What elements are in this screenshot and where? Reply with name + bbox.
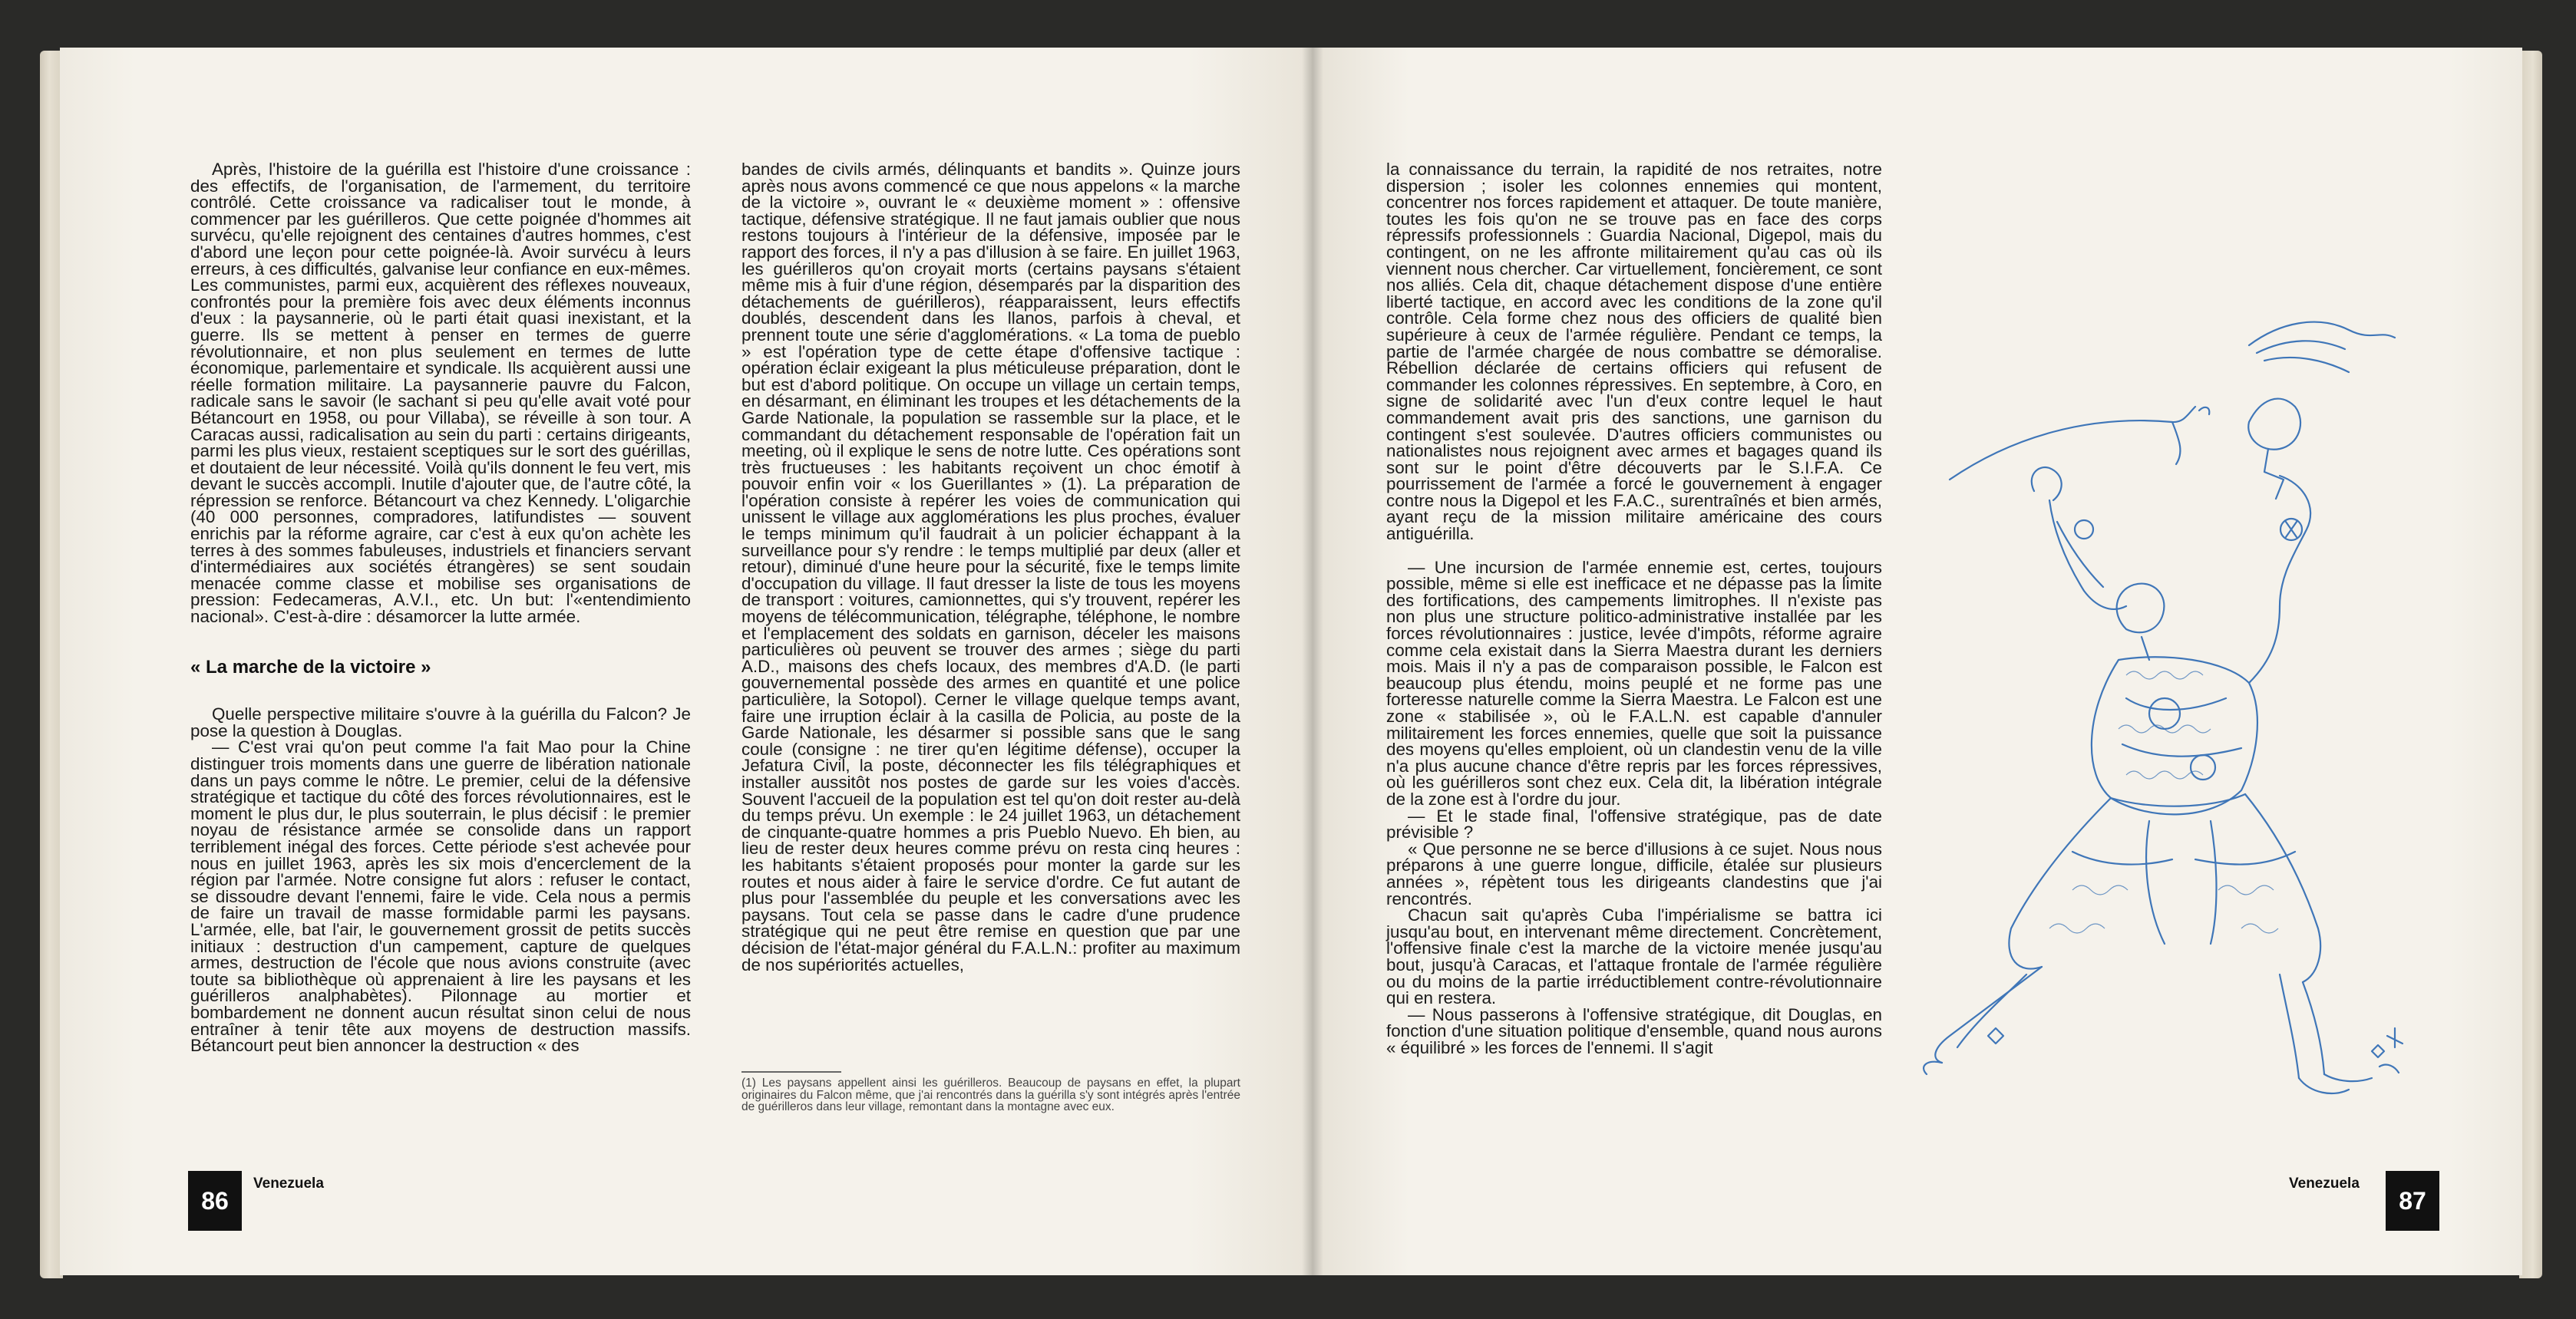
paragraph: — Nous passerons à l'offensive stratégique, dit Douglas, en fonction d'une situation politique d'ensemble, quand nous aurons « équilibré » les forces de l'ennemi. Il s'agit <box>1386 1004 1882 1057</box>
ink-sketch-illustration <box>1919 299 2449 1136</box>
section-heading: « La marche de la victoire » <box>190 656 431 678</box>
paragraph: Chacun sait qu'après Cuba l'impérialisme se battra ici jusqu'au bout, en intervenant même directement. Concrètement, l'offensive finale c'est la marche de la victoire menée jusqu'au bout, jusqu'à Caracas, et l'attaque frontale de l'armée régulière ou du moins de la partie irréductiblement contre-révolutionnaire qui en restera. <box>1386 905 1882 1008</box>
book-gutter <box>1302 48 1323 1275</box>
right-page-column <box>1386 161 1882 1056</box>
footnote-rule <box>741 1071 841 1073</box>
footnote: (1) Les paysans appellent ainsi les guérilleros. Beaucoup de paysans en effet, la plupart originaires du Falcon même, que j'ai rencontrés dans la guérilla s'y sont intégrés après l'entrée de guérilleros dans leur village, remontant dans la montagne avec eux. <box>741 1077 1240 1113</box>
paragraph: Après, l'histoire de la guérilla est l'histoire d'une croissance : des effectifs, de l'organisation, de l'armement, du territoire contrôlé. Cette croissance va radicaliser tout le monde, à commencer par les guérilleros. Que cette poignée d'hommes ait survécu, qu'elle rejoignent des centaines d'autres hommes, c'est d'abord une leçon pour cette poignée-là. Avoir survécu à leurs erreurs, à ces difficultés, galvanise leur confiance en eux-mêmes. Les communistes, parmi eux, acquièrent des réflexes nouveaux, confrontés pour la première fois avec deux éléments inconnus d'eux : la paysannerie, où le parti était quasi inexistant, et la guerre. Ils se mettent à penser en termes de guerre révolutionnaire, et non plus seulement en termes de lutte économique, parlementaire et syndicale. Ils acquièrent aussi une réelle formation militaire. La paysannerie pauvre du Falcon, radicale sans le savoir (le sachant si peu qu'elle avait voté pour Bétancourt en 1958, ou pour Villaba), se réveille à son tour. A Caracas aussi, radicalisation au sein du parti : certains dirigeants, parmi les plus vieux, restaient sceptiques sur le sort des guérillas, et doutaient de leur nécessité. Voilà qu'ils donnent le feu vert, mis devant le succès accompli. Inutile d'ajouter que, de l'autre côté, la répression se renforce. Bétancourt va chez Kennedy. L'oligarchie (40 000 personnes, compradores, latifundistes — souvent enrichis par la réforme agraire, car c'est à eux qu'on achète les terres à des sommes fabuleuses, industriels et financiers servant d'intermédiaires aux sociétés étrangères) se sent soudain menacée comme classe et mobilise ses organisations de pression: Fedecameras, A.V.I., etc. Un but: l'«entendimiento nacional». C'est-à-dire : désamorcer la lutte armée. <box>190 160 691 627</box>
running-head-right: Venezuela <box>2289 1176 2360 1192</box>
book-edge-right <box>2519 51 2542 1278</box>
page-number-right: 87 <box>2386 1171 2439 1231</box>
left-page-column-1 <box>190 161 691 1054</box>
left-page-column-2 <box>741 161 1240 973</box>
paragraph: — C'est vrai qu'on peut comme l'a fait Mao pour la Chine distinguer trois moments dans une guerre de libération nationale dans un pays comme le nôtre. Le premier, celui de la défensive stratégique et tactique du côté des forces révolutionnaires, est le moment le plus dur, le plus souterrain, le plus décisif : le premier noyau de résistance armée se consolide dans un rapport terriblement inégal des forces. Cette période s'est achevée pour nous en juillet 1963, après les six mois d'encerclement de la région par l'armée. Notre consigne fut alors : refuser le contact, se dissoudre devant l'ennemi, faire le vide. Cela nous a permis de faire un travail de masse formidable parmi les paysans. L'armée, elle, bat l'air, le gouvernement grossit de petits succès initiaux : destruction d'un campement, capture de quelques armes, destruction de l'école que nous avions construite (avec toute sa bibliothèque où apprenaient à lire les paysans et les guérilleros analphabètes). Pilonnage au mortier et bombardement ne donnent aucun résultat sinon celui de nous entraîner à tenir tête aux moyens de destruction massifs. Bétancourt peut bien annoncer la destruction « des <box>190 737 691 1056</box>
paragraph: Quelle perspective militaire s'ouvre à la guérilla du Falcon? Je pose la question à Douglas. <box>190 704 691 740</box>
paragraph: — Une incursion de l'armée ennemie est, certes, toujours possible, même si elle est inefficace et ne dépasse pas la limite des fortifications, des campements limitrophes. Il n'existe pas non plus une structure politico-administrative installée par les forces révolutionnaires : justice, levée d'impôts, réforme agraire comme cela existait dans la Sierra Maestra durant les derniers mois. Mais il n'y a pas de comparaison possible, le Falcon est beaucoup plus étendu, moins peuplé et ne forme pas une forteresse naturelle comme la Sierra Maestra. Le Falcon est une zone « stabilisée », où le F.A.L.N. est capable d'annuler militairement les forces ennemies, quelle que soit la puissance des moyens qu'elles emploient, où un clandestin venu de la ville n'a plus aucune chance d'être repris par les forces répressives, où les guérilleros sont chez eux. Cela dit, la libération intégrale de la zone est à l'ordre du jour. <box>1386 557 1882 809</box>
paragraph: — Et le stade final, l'offensive stratégique, pas de date prévisible ? <box>1386 806 1882 843</box>
paragraph: bandes de civils armés, délinquants et bandits ». Quinze jours après nous avons commencé ce que nous appelons « la marche de la victoire », ouvrant le « deuxième moment » : offensive tactique, défensive stratégique. Il ne faut jamais oublier que nous restons toujours à l'intérieur de la défensive, imposée par le rapport des forces, il n'y a pas d'illusion à se faire. En juillet 1963, les guérilleros qu'on croyait morts (certains paysans s'étaient même mis à fuir d'une région, désemparés par la disparition des détachements de guérilleros), réapparaissent, leurs effectifs doublés, descendent dans les llanos, parfois à cheval, et prennent toute une série d'agglomérations. « La toma de pueblo » est l'opération type de cette étape d'offensive tactique : opération éclair exigeant la plus méticuleuse préparation, dont le but est d'abord politique. On occupe un village un certain temps, en désarmant, en éliminant les troupes et les détachements de la Garde Nationale, la population se rassemble sur la place, et le commandant du détachement responsable de l'opération fait un meeting, où il explique le sens de notre lutte. Ces opérations sont très fructueuses : les habitants reçoivent un choc émotif à pouvoir enfin voir « los Guerillantes » (1). La préparation de l'opération consiste à repérer les voies de communication qui unissent le village aux agglomérations les plus proches, évaluer le temps minimum qu'il faudrait à un policier échappant à la surveillance pour s'y rendre : le temps multiplié par deux (aller et retour), diminué d'une heure pour la sécurité, fixe le temps limite d'occupation du village. Il faut dresser la liste de tous les moyens de transport : voitures, camionnettes, qui s'y trouvent, repérer les moyens de télécommunication, télégraphe, téléphone, le nombre et l'emplacement des soldats en garnison, déceler les maisons particulières où peuvent se trouver des armes ; siège du parti A.D., maisons des chefs locaux, des membres d'A.D. (le parti gouvernemental possède des armes en quantité et une police particulière, la Sotopol). Cerner le village quelque temps avant, faire une irruption éclair à la casilla de Policia, au poste de la Garde Nationale, les désarmer si possible sans que le sang coule (consigne : ne tirer qu'en légitime défense), occuper la Jefatura Civil, la poste, déconnecter les fils télégraphiques et installer aussitôt nos postes de garde sur les voies d'accès. Souvent l'accueil de la population est tel qu'on doit rester au-delà du temps prévu. Un exemple : le 24 juillet 1963, un détachement de cinquante-quatre hommes a pris Pueblo Nuevo. Eh bien, au lieu de rester deux heures comme prévu on resta cinq heures : les habitants s'étaient proposés pour monter la garde sur les routes et nous aider à faire le service d'ordre. Ce fut autant de plus pour l'assemblée du peuple et les conversations avec les paysans. Tout cela se passe dans le cadre d'une prudence stratégique qui ne peut être remise en question que par une décision de l'état-major général du F.A.L.N.: profiter au maximum de nos supériorités actuelles, <box>741 160 1240 974</box>
running-head-left: Venezuela <box>253 1176 324 1192</box>
page-number-left: 86 <box>188 1171 242 1231</box>
paragraph: « Que personne ne se berce d'illusions à ce sujet. Nous nous préparons à une guerre longue, difficile, étalée sur plusieurs années », répètent tous les dirigeants clandestins que j'ai rencontrés. <box>1386 839 1882 908</box>
paragraph: la connaissance du terrain, la rapidité de nos retraites, notre dispersion ; isoler les colonnes ennemies qui montent, concentrer nos forces rapidement et attaquer. De toute manière, toutes les fois qu'on ne se trouve pas en face des corps répressifs professionnels : Guardia Nacional, Digepol, mais du contingent, on ne les affronte militairement qu'au cas où ils viennent nous chercher. Car virtuellement, foncièrement, ce sont nos alliés. Cela dit, chaque détachement dispose d'une entière liberté tactique, en accord avec les conditions de la zone qu'il contrôle. Cela forme chez nous des officiers de qualité bien supérieure à ceux de l'armée régulière. Pendant ce temps, la partie de l'armée chargée de nous combattre se démoralise. Rébellion déclarée de certains officiers qui refusent de commander les colonnes répressives. En septembre, à Coro, en signe de solidarité avec l'un d'eux contre lequel le haut commandement avait pris des sanctions, une garnison du contingent s'est soulevée. D'autres officiers communistes ou nationalistes nous rejoignent avec armes et bagages quand ils sont sur le point d'être découverts par le S.I.F.A. Ce pourrissement de l'armée a forcé le gouvernement à engager contre nous la Digepol et les F.A.C., surentraînés et bien armés, ayant reçu de la mission militaire américaine des cours antiguérilla. <box>1386 160 1882 544</box>
